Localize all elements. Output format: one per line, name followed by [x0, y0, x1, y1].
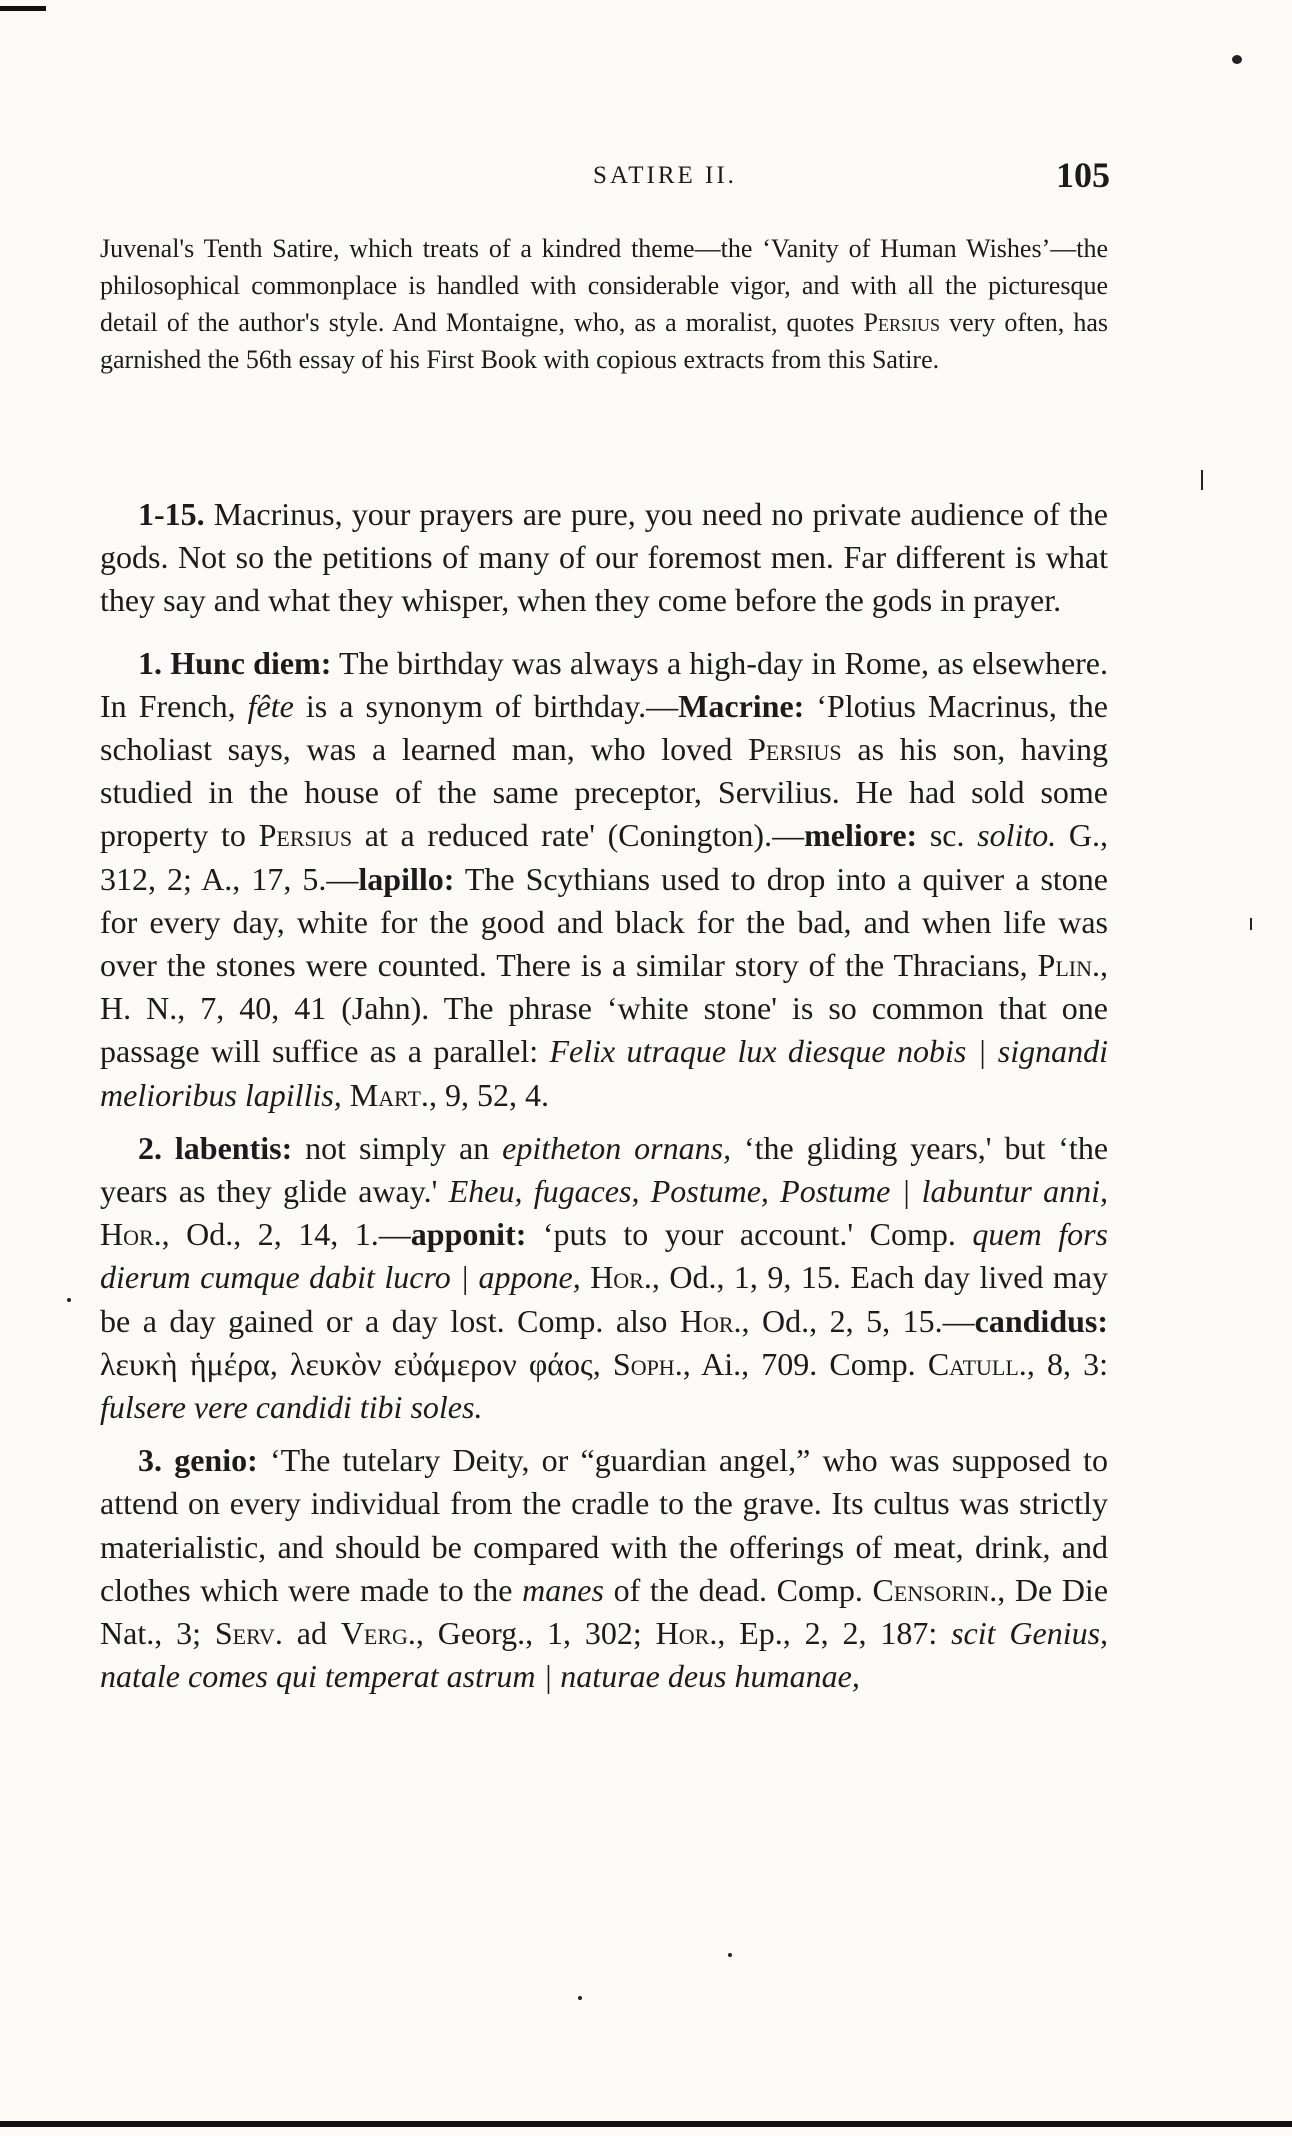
ink-speck: [1232, 55, 1242, 64]
page-number: 105: [1056, 155, 1110, 195]
note-ref: 2. labentis:: [138, 1129, 293, 1166]
ink-speck: [578, 1996, 582, 2000]
ink-speck: [1201, 470, 1203, 490]
ink-speck: [67, 1298, 71, 1302]
note-ref: 1-15.: [138, 496, 205, 532]
note-3: 3. genio: ‘The tutelary Deity, or “guardian angel,” who was supposed to attend on every individual from the cradle to the grave. Its cultus was strictly materialistic, and should be compared with the offerings of meat, drink, and clothes which were made to the manes of the dead. Comp. Censorin., De Die Nat., 3; Serv. ad Verg., Georg., 1, 302; Hor., Ep., 2, 2, 187: scit Genius, natale comes qui temperat astrum | naturae deus humanae,: [100, 1442, 1109, 1695]
page-bottom-rule: [0, 2121, 1292, 2127]
ink-speck: [728, 1953, 732, 1957]
note-1: 1. Hunc diem: The birthday was always a high-day in Rome, as elsewhere. In French, fête is a synonym of birthday.—Macrine: ‘Plotius Macrinus, the scholiast says, was a learned man, who loved Persius as his son, having studied in the house of the same preceptor, Servilius. He had sold some property to Persius at a reduced rate' (Conington).—meliore: sc. solito. G., 312, 2; A., 17, 5.—lapillo: The Scythians used to drop into a quiver a stone for every day, white for the good and black for the bad, and when life was over the stones were counted. There is a similar story of the Thracians, Plin., H. N., 7, 40, 41 (Jahn). The phrase ‘white stone' is so common that one passage will suffice as a parallel: Felix utraque lux diesque nobis | signandi melioribus lapillis, Mart., 9, 52, 4.: [100, 644, 1109, 1113]
running-title: SATIRE II.: [593, 162, 737, 189]
scan-corner-mark: [0, 6, 46, 11]
note-ref: 1. Hunc diem:: [138, 644, 332, 681]
commentary-notes: [100, 493, 1108, 1708]
note-2: 2. labentis: not simply an epitheton ornans, ‘the gliding years,' but ‘the years as they glide away.' Eheu, fugaces, Postume, Postume | labuntur anni, Hor., Od., 2, 14, 1.—apponit: ‘puts to your account.' Comp. quem fors dierum cumque dabit lucro | appone, Hor., Od., 1, 9, 15. Each day lived may be a day gained or a day lost. Comp. also Hor., Od., 2, 5, 15.—candidus: λευκὴ ἡμέρα, λευκὸν εὐάμερον φάος, Soph., Ai., 709. Comp. Catull., 8, 3: fulsere vere candidi tibi soles.: [100, 1129, 1109, 1426]
note-ref: 3. genio:: [138, 1442, 258, 1479]
intro-paragraph: Juvenal's Tenth Satire, which treats of a kindred theme—the ‘Vanity of Human Wishes’—the philosophical commonplace is handled with considerable vigor, and with all the picturesque detail of the author's style. And Montaigne, who, as a moralist, quotes Persius very often, has garnished the 56th essay of his First Book with copious extracts from this Satire.: [100, 234, 1108, 374]
ink-speck: [1250, 918, 1252, 930]
note-1-15: 1-15. Macrinus, your prayers are pure, you need no private audience of the gods. Not so the petitions of many of our foremost men. Far different is what they say and what they whisper, when they come before the gods in prayer.: [100, 496, 1108, 619]
